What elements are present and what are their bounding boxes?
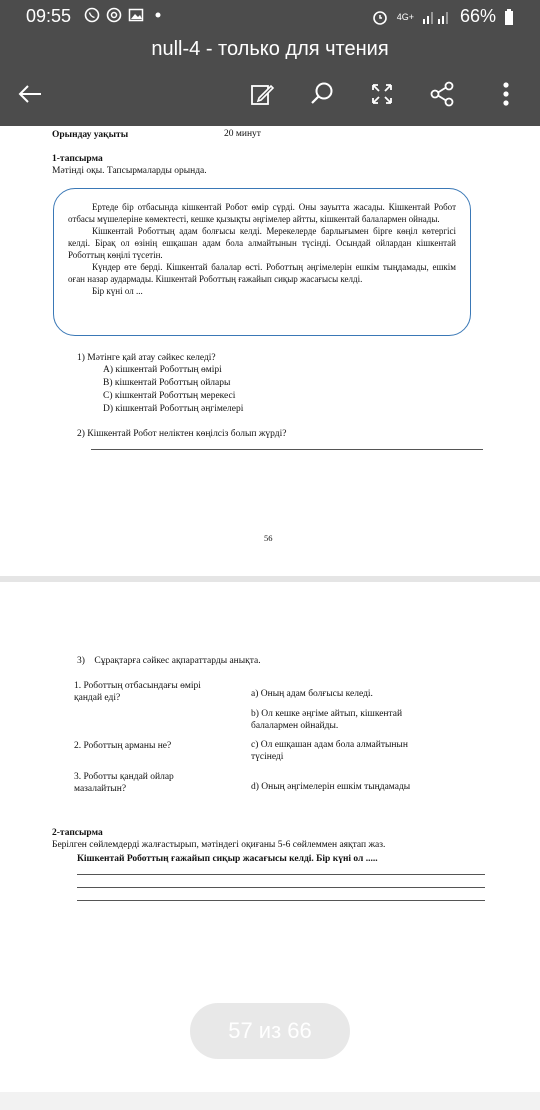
network-type: 4G+: [396, 11, 414, 22]
alarm-icon: [371, 8, 389, 26]
question-3: 3) Сұрақтарға сәйкес ақпараттарды анықта.: [77, 656, 261, 666]
story-paragraph: Күндер өте берді. Кішкентай балалар өсті. Роботтың әңгімелерін ешкім тыңдамады, ешкім оған назар аудармады. Кішкентай Роботтың ғажайып сиқыр жасағысы келді.: [68, 262, 456, 284]
question-2: 2) Кішкентай Робот неліктен көңілсіз болып жүрді?: [77, 429, 287, 439]
document-title: null-4 - только для чтения: [151, 38, 389, 60]
expand-icon: [370, 82, 394, 106]
page-number: 56: [264, 533, 273, 543]
edit-button[interactable]: [246, 78, 278, 110]
answer-line: [77, 887, 485, 888]
document-page-56: [0, 126, 540, 576]
task1-instruction: Мәтінді оқы. Тапсырмаларды орында.: [52, 166, 207, 176]
page-counter: 57 из 66: [190, 1003, 350, 1059]
match-left-3: 3. Роботты қандай ойлар мазалайтын?: [74, 772, 174, 794]
status-time: 09:55: [26, 6, 72, 26]
question-1: 1) Мәтінге қай атау сәйкес келеді?: [77, 353, 216, 363]
answer-line: [77, 874, 485, 875]
whatsapp-icon: [84, 7, 100, 23]
q1-option-a: A) кішкентай Роботтың өмірі: [103, 365, 222, 375]
share-icon: [429, 81, 455, 107]
more-button[interactable]: [490, 78, 522, 110]
match-right-a: a) Оның адам болғысы келеді.: [251, 689, 373, 699]
notification-icons: [84, 7, 166, 23]
story-paragraph: Бір күні ол ...: [92, 286, 143, 296]
task1-title: 1-тапсырма: [52, 154, 103, 164]
task2-sentence: Кішкентай Роботтың ғажайып сиқыр жасағысы келді. Бір күні ол .....: [77, 854, 378, 864]
match-right-b: b) Ол кешке әңгіме айтып, кішкентай балалармен ойнайды.: [251, 709, 403, 731]
q1-option-c: C) кішкентай Роботтың мерекесі: [103, 391, 236, 401]
story-paragraph: Ертеде бір отбасында кішкентай Робот өмір сүрді. Оны зауытта жасады. Кішкентай Робот отбасы мүшелеріне көмектесті, кешке қызықты әңгімелер айтты, кішкентай балалармен ойнады.: [68, 202, 456, 224]
dot-icon: [150, 7, 166, 23]
fullscreen-button[interactable]: [366, 78, 398, 110]
back-arrow-icon: [17, 83, 43, 105]
q1-option-d: D) кішкентай Роботтың әңгімелері: [103, 404, 244, 414]
match-left-1: 1. Роботтың отбасындағы өмірі қандай еді?: [74, 681, 201, 703]
battery-icon: [504, 9, 514, 25]
answer-line: [77, 900, 485, 901]
match-left-2: 2. Роботтың арманы не?: [74, 741, 172, 751]
q1-option-b: B) кішкентай Роботтың ойлары: [103, 378, 231, 388]
time-label: Орындау уақыты: [52, 130, 129, 140]
back-button[interactable]: [14, 78, 46, 110]
time-value: 20 минут: [224, 129, 261, 139]
more-icon: [501, 81, 511, 107]
task2-title: 2-тапсырма: [52, 828, 103, 838]
status-right: [371, 6, 514, 27]
at-sign-icon: [106, 7, 122, 23]
signal-icon: [422, 9, 452, 25]
app-bar: [0, 32, 540, 126]
edit-icon: [249, 81, 275, 107]
status-bar: [0, 0, 540, 32]
image-icon: [128, 7, 144, 23]
match-right-d: d) Оның әңгімелерін ешкім тыңдамады: [251, 782, 411, 792]
story-paragraph: Кішкентай Роботтың адам болғысы келді. Мерекелерде барлығымен бірге көңіл көтергісі келді. Бірақ ол өзінің ешқашан адам бола алмайтынын түсінді. Осындай ойлардан кішкентай Роботтың көңілі түсетін.: [68, 226, 456, 260]
match-right-c: c) Ол ешқашан адам бола алмайтынын түсінеді: [251, 740, 408, 762]
search-button[interactable]: [306, 78, 338, 110]
search-icon: [309, 81, 335, 107]
answer-line: [91, 449, 483, 450]
battery-level: 66%: [459, 6, 496, 26]
story-text-box: [53, 188, 471, 336]
share-button[interactable]: [426, 78, 458, 110]
task2-instruction: Берілген сөйлемдерді жалғастырып, мәтіндегі оқиғаны 5-6 сөйлеммен аяқтап жаз.: [52, 840, 386, 850]
